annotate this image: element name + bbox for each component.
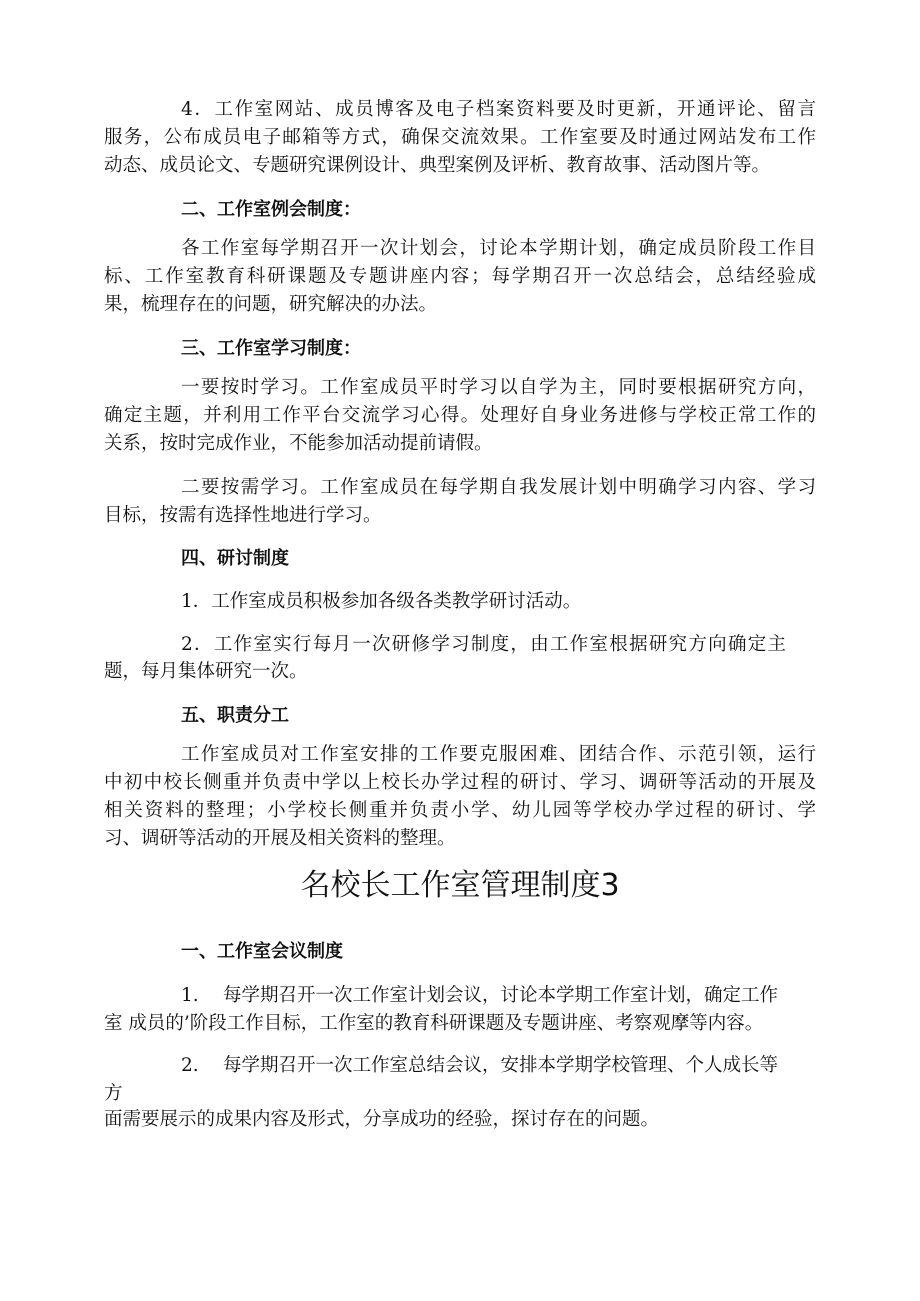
- section-heading: 五、职责分工: [181, 705, 289, 726]
- item-text: 每学期召开一次工作室计划会议，讨论本学期工作室计划，确定工作: [223, 985, 779, 1006]
- paragraph-line: 一要按时学习。工作室成员平时学习以自学为主，同时要根据研究方向，: [181, 377, 816, 398]
- paragraph-line: 4．工作室网站、成员博客及电子档案资料要及时更新，开通评论、留言: [181, 99, 816, 120]
- paragraph-line: 面需要展示的成果内容及形式，分享成功的经验，探讨存在的问题。: [104, 1109, 660, 1130]
- paragraph-line: 工作室成员对工作室安排的工作要克服困难、团结合作、示范引领，运行: [181, 744, 816, 765]
- paragraph-line: 关系，按时完成作业，不能参加活动提前请假。: [104, 433, 493, 454]
- numbered-line: [181, 1054, 816, 1078]
- document-title: 名校长工作室管理制度3: [300, 868, 620, 903]
- paragraph-line: 2．工作室实行每月一次研修学习制度，由工作室根据研究方向确定主: [181, 634, 786, 655]
- section-heading: 三、工作室学习制度：: [181, 338, 361, 359]
- paragraph-line: 动态、成员论文、专题研究课例设计、典型案例及评析、教育故事、活动图片等。: [104, 155, 771, 176]
- paragraph-line: 二要按需学习。工作室成员在每学期自我发展计划中明确学习内容、学习: [181, 477, 816, 498]
- section-heading: 一、工作室会议制度: [181, 941, 343, 962]
- paragraph-line: 1．工作室成员积极参加各级各类教学研讨活动。: [181, 591, 582, 612]
- paragraph-line: 习、调研等活动的开展及相关资料的整理。: [104, 828, 456, 849]
- numbered-line: [181, 984, 816, 1008]
- item-number: 2.: [181, 1055, 199, 1076]
- paragraph-line: 题，每月集体研究一次。: [104, 661, 308, 682]
- section-heading: 二、工作室例会制度：: [181, 199, 361, 220]
- paragraph-line: 服务，公布成员电子邮箱等方式，确保交流效果。工作室要及时通过网站发布工作: [104, 127, 816, 148]
- paragraph-line: 目标，按需有选择性地进行学习。: [104, 505, 382, 526]
- paragraph-line: 相关资料的整理；小学校长侧重并负责小学、幼儿园等学校办学过程的研讨、学: [104, 800, 816, 821]
- paragraph-line: 中初中校长侧重并负责中学以上校长办学过程的研讨、学习、调研等活动的开展及: [104, 772, 816, 793]
- paragraph-line: 确定主题，并利用工作平台交流学习心得。处理好自身业务进修与学校正常工作的: [104, 405, 816, 426]
- paragraph-line: 果，梳理存在的问题，研究解决的办法。: [104, 294, 438, 315]
- item-text: 每学期召开一次工作室总结会议，安排本学期学校管理、个人成长等: [223, 1055, 779, 1076]
- paragraph-line: 方: [104, 1083, 123, 1104]
- item-number: 1.: [181, 985, 199, 1006]
- paragraph-line: 室 成员的’阶段工作目标，工作室的教育科研课题及专题讲座、考察观摩等内容。: [104, 1013, 764, 1034]
- paragraph-line: 标、工作室教育科研课题及专题讲座内容；每学期召开一次总结会，总结经验成: [104, 266, 816, 287]
- section-heading: 四、研讨制度: [181, 548, 289, 569]
- paragraph-line: 各工作室每学期召开一次计划会，讨论本学期计划，确定成员阶段工作目: [181, 238, 816, 259]
